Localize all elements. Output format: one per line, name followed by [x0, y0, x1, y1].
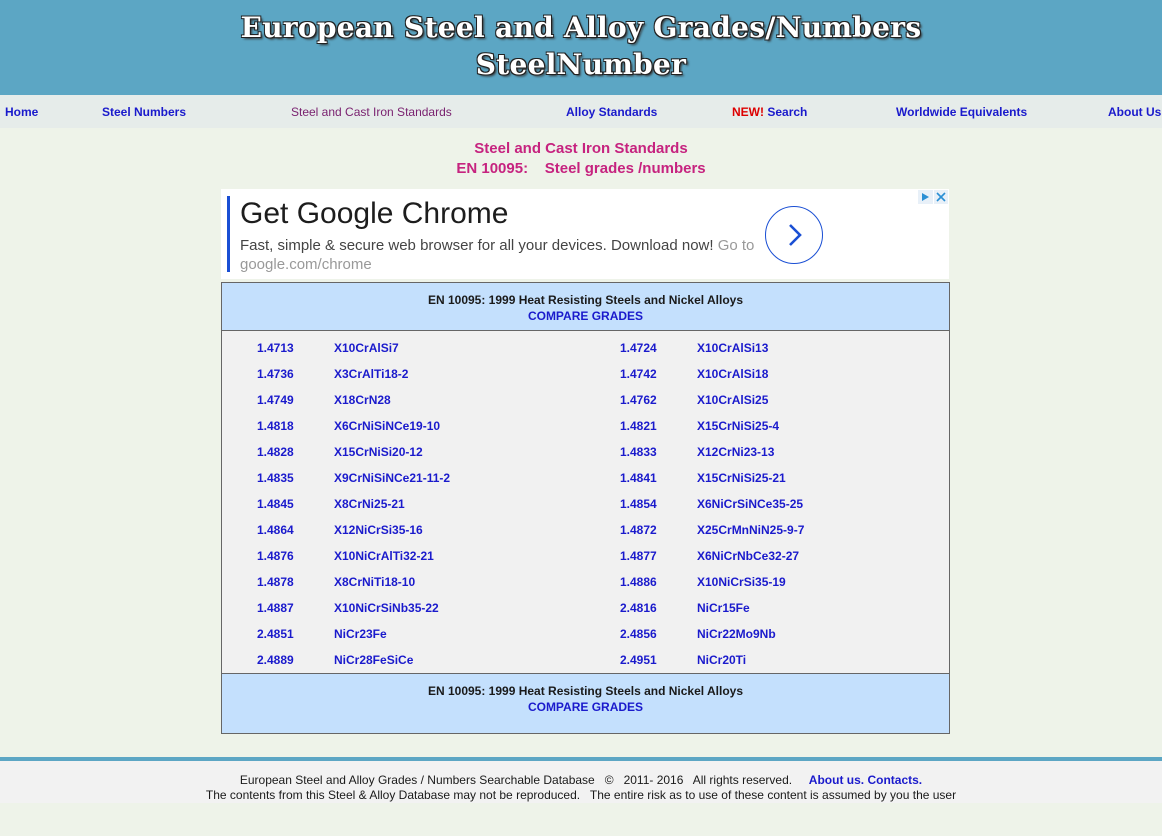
grade-name-link[interactable]: X6CrNiSiNCe19-10 — [334, 419, 441, 433]
grade-name-link[interactable]: X8CrNi25-21 — [334, 497, 405, 511]
nav-worldwide-equivalents[interactable]: Worldwide Equivalents — [896, 105, 1028, 119]
table-footer — [222, 673, 949, 733]
grade-number-link[interactable]: 2.4889 — [257, 653, 294, 667]
table-header — [222, 283, 949, 331]
footer-about-link[interactable]: About us. — [808, 773, 865, 787]
grade-name-link[interactable]: X12NiCrSi35-16 — [334, 523, 423, 537]
grade-name-link[interactable]: X12CrNi23-13 — [697, 445, 775, 459]
table-row — [222, 419, 949, 445]
grade-name-link[interactable]: NiCr20Ti — [697, 653, 747, 667]
grade-name-link[interactable]: NiCr28FeSiCe — [334, 653, 414, 667]
ad-body — [240, 236, 765, 274]
grade-name-link[interactable]: X10NiCrSi35-19 — [697, 575, 786, 589]
table-row — [222, 523, 949, 549]
grade-name-link[interactable]: X10CrAlSi13 — [697, 341, 769, 355]
footer-disclaimer: The contents from this Steel & Alloy Database may not be reproduced. The entire risk as to use of these content is assumed by you the user — [205, 788, 957, 802]
grade-name-link[interactable]: X3CrAlTi18-2 — [334, 367, 409, 381]
table-row — [222, 341, 949, 367]
footer-contacts-link[interactable]: Contacts. — [867, 773, 923, 787]
grade-number-link[interactable]: 1.4742 — [620, 367, 657, 381]
grade-number-link[interactable]: 1.4818 — [257, 419, 294, 433]
grade-number-link[interactable]: 1.4828 — [257, 445, 294, 459]
grade-number-link[interactable]: 1.4877 — [620, 549, 657, 563]
nav-steel-numbers[interactable]: Steel Numbers — [102, 105, 187, 119]
grade-name-link[interactable]: X6NiCrNbCe32-27 — [697, 549, 800, 563]
nav-steel-cast-iron-standards[interactable]: Steel and Cast Iron Standards — [291, 105, 452, 119]
table-row — [222, 575, 949, 601]
footer-line1 — [0, 773, 1162, 787]
grade-number-link[interactable]: 1.4886 — [620, 575, 657, 589]
grade-number-link[interactable]: 2.4851 — [257, 627, 294, 641]
grades-table — [221, 282, 950, 734]
site-footer — [0, 757, 1162, 803]
grade-number-link[interactable]: 1.4887 — [257, 601, 294, 615]
grade-name-link[interactable]: X10NiCrAlTi32-21 — [334, 549, 434, 563]
grade-name-link[interactable]: X8CrNiTi18-10 — [334, 575, 416, 589]
grade-number-link[interactable]: 2.4856 — [620, 627, 657, 641]
grade-number-link[interactable]: 1.4713 — [257, 341, 294, 355]
grade-number-link[interactable]: 1.4854 — [620, 497, 657, 511]
table-row — [222, 627, 949, 653]
chevron-right-icon — [785, 223, 805, 247]
grade-name-link[interactable]: X18CrN28 — [334, 393, 391, 407]
ad-headline: Get Google Chrome — [240, 197, 509, 230]
site-title: European Steel and Alloy Grades/Numbers — [240, 11, 922, 44]
ad-banner[interactable] — [221, 189, 949, 279]
section-subtitle: EN 10095: Steel grades /numbers — [456, 160, 706, 177]
grade-number-link[interactable]: 1.4762 — [620, 393, 657, 407]
compare-grades-link-bottom[interactable]: COMPARE GRADES — [527, 700, 644, 714]
grade-name-link[interactable]: X15CrNiSi25-4 — [697, 419, 780, 433]
grade-name-link[interactable]: X10CrAlSi18 — [697, 367, 769, 381]
grade-number-link[interactable]: 1.4841 — [620, 471, 657, 485]
table-footer-title: EN 10095: 1999 Heat Resisting Steels and Nickel Alloys — [427, 684, 744, 698]
new-badge: NEW! — [732, 105, 764, 119]
grade-number-link[interactable]: 1.4872 — [620, 523, 657, 537]
table-row — [222, 497, 949, 523]
table-row — [222, 445, 949, 471]
grade-name-link[interactable]: X10CrAlSi7 — [334, 341, 399, 355]
grade-name-link[interactable]: X15CrNiSi20-12 — [334, 445, 423, 459]
grade-number-link[interactable]: 2.4816 — [620, 601, 657, 615]
grade-number-link[interactable]: 1.4845 — [257, 497, 294, 511]
site-header — [0, 0, 1162, 95]
site-subtitle: SteelNumber — [475, 48, 687, 81]
grade-number-link[interactable]: 1.4835 — [257, 471, 294, 485]
grade-number-link[interactable]: 1.4878 — [257, 575, 294, 589]
grade-name-link[interactable]: X9CrNiSiNCe21-11-2 — [334, 471, 451, 485]
grade-name-link[interactable]: NiCr23Fe — [334, 627, 387, 641]
ad-choices-icon[interactable] — [918, 190, 948, 204]
ad-arrow-button[interactable] — [765, 206, 823, 264]
grade-number-link[interactable]: 1.4833 — [620, 445, 657, 459]
table-row — [222, 471, 949, 497]
grade-name-link[interactable]: X10CrAlSi25 — [697, 393, 769, 407]
grade-number-link[interactable]: 1.4736 — [257, 367, 294, 381]
compare-grades-link[interactable]: COMPARE GRADES — [527, 309, 644, 323]
grade-number-link[interactable]: 1.4864 — [257, 523, 294, 537]
grade-name-link[interactable]: X10NiCrSiNb35-22 — [334, 601, 439, 615]
grade-number-link[interactable]: 1.4749 — [257, 393, 294, 407]
grade-number-link[interactable]: 2.4951 — [620, 653, 657, 667]
footer-copyright: European Steel and Alloy Grades / Numbers Searchable Database © 2011- 2016 All rights reserved. — [239, 773, 809, 787]
grade-name-link[interactable]: X6NiCrSiNCe35-25 — [697, 497, 804, 511]
nav-search[interactable] — [732, 105, 807, 119]
table-row — [222, 367, 949, 393]
grade-name-link[interactable]: NiCr22Mo9Nb — [697, 627, 776, 641]
main-nav — [0, 95, 1162, 128]
table-row — [222, 601, 949, 627]
ad-accent-bar — [227, 196, 230, 272]
nav-alloy-standards[interactable]: Alloy Standards — [566, 105, 658, 119]
nav-home[interactable]: Home — [5, 105, 39, 119]
table-header-title: EN 10095: 1999 Heat Resisting Steels and Nickel Alloys — [427, 293, 744, 307]
grade-name-link[interactable]: NiCr15Fe — [697, 601, 750, 615]
table-row — [222, 549, 949, 575]
nav-about-us[interactable]: About Us — [1108, 105, 1162, 119]
grade-number-link[interactable]: 1.4876 — [257, 549, 294, 563]
grade-number-link[interactable]: 1.4821 — [620, 419, 657, 433]
table-row — [222, 393, 949, 419]
nav-search-label: Search — [767, 105, 808, 119]
section-title: Steel and Cast Iron Standards — [474, 140, 688, 157]
grade-name-link[interactable]: X15CrNiSi25-21 — [697, 471, 786, 485]
grade-name-link[interactable]: X25CrMnNiN25-9-7 — [697, 523, 805, 537]
grade-number-link[interactable]: 1.4724 — [620, 341, 657, 355]
ad-body-text: Fast, simple & secure web browser for all your devices. Download now! — [240, 237, 718, 254]
ad-link[interactable]: Go to google.com/chrome — [240, 237, 755, 273]
